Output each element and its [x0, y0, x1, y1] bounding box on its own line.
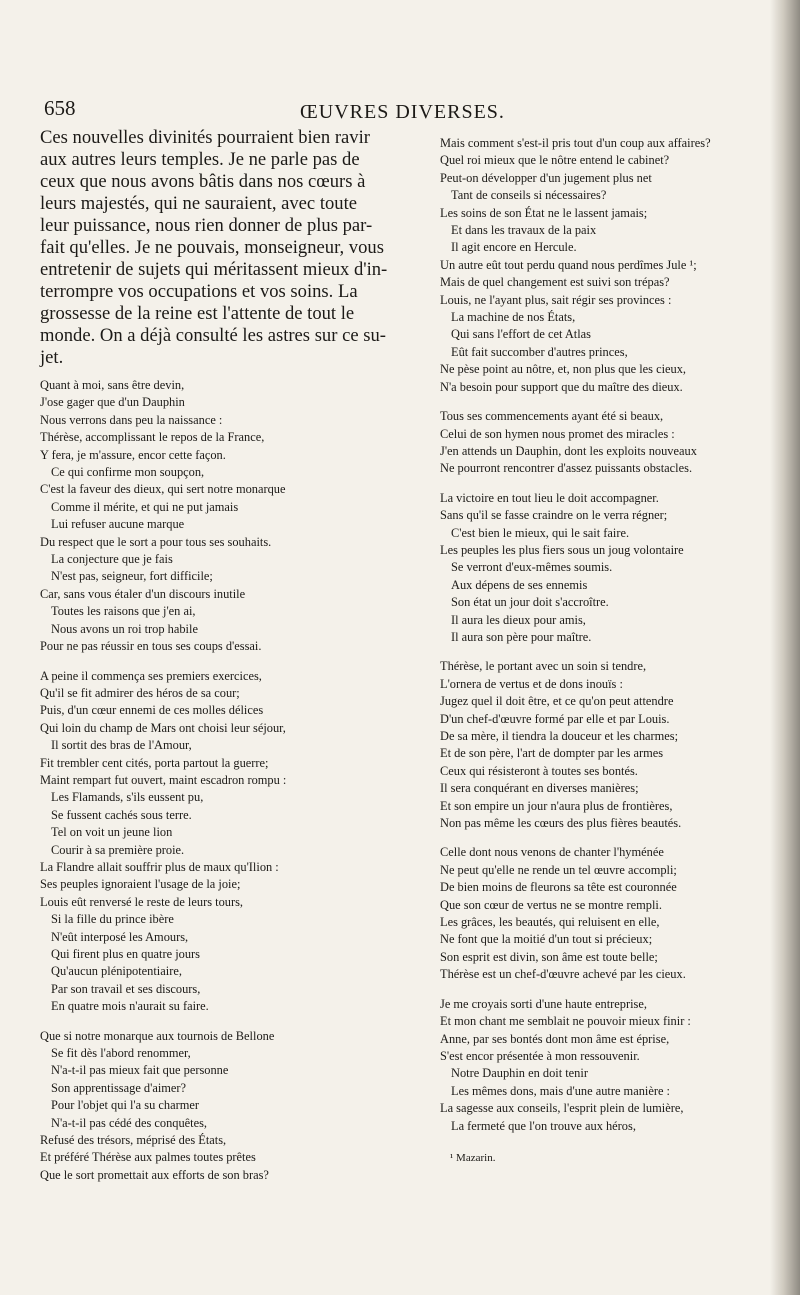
verse-line: Tant de conseils si nécessaires? — [451, 188, 607, 203]
verse-line: Jugez quel il doit être, et ce qu'on peut attendre — [440, 694, 674, 709]
verse-line: J'ose gager que d'un Dauphin — [40, 395, 185, 410]
verse-line: Mais comment s'est-il pris tout d'un coup aux affaires? — [440, 136, 711, 150]
verse-line: Se fussent cachés sous terre. — [51, 807, 192, 822]
verse-line: La Flandre allait souffrir plus de maux qu'Ilion : — [40, 859, 279, 874]
verse-line: Que si notre monarque aux tournois de Bellone — [40, 1028, 275, 1043]
verse-line: Se fit dès l'abord renommer, — [51, 1046, 191, 1061]
verse-line: Louis eût renversé le reste de leurs tours, — [40, 894, 243, 909]
prose-line: Ces nouvelles divinités pourraient bien ravir — [40, 127, 370, 148]
footnote: ¹ Mazarin. — [450, 1151, 496, 1164]
verse-line: Fit trembler cent cités, porta partout la guerre; — [40, 755, 269, 770]
prose-line: jet. — [40, 347, 64, 368]
verse-line: Pour l'objet qui l'a su charmer — [51, 1098, 199, 1113]
stanza — [440, 490, 770, 647]
verse-line: Ne pourront rencontrer d'assez puissants obstacles. — [440, 461, 693, 476]
verse-line: C'est la faveur des dieux, qui sert notre monarque — [40, 482, 286, 497]
verse-line: Il sortit des bras de l'Amour, — [51, 738, 192, 753]
verse-line: Si la fille du prince ibère — [51, 912, 174, 927]
verse-line: Nous avons un roi trop habile — [51, 621, 198, 636]
verse-line: Qu'aucun plénipotentiaire, — [51, 964, 182, 979]
verse-line: Qui loin du champ de Mars ont choisi leur séjour, — [40, 720, 286, 735]
prose-line: leur puissance, nous rien donner de plus par- — [40, 215, 373, 236]
verse-line: Par son travail et ses discours, — [51, 981, 201, 996]
verse-line: Tous ses commencements ayant été si beaux, — [440, 409, 664, 424]
prose-line: terrompre vos occupations et vos soins. La — [40, 281, 358, 302]
verse-line: Se verront d'eux-mêmes soumis. — [451, 560, 613, 575]
verse-line: Un autre eût tout perdu quand nous perdîmes Jule ¹; — [440, 257, 697, 272]
verse-line: Aux dépens de ses ennemis — [451, 577, 588, 592]
verse-line: Il aura son père pour maître. — [451, 629, 592, 644]
verse-line: N'a-t-il pas cédé des conquêtes, — [51, 1115, 208, 1130]
verse-line: Et mon chant me semblait ne pouvoir mieux finir : — [440, 1014, 691, 1029]
prose-line: leurs majestés, qui ne sauraient, avec toute — [40, 193, 358, 214]
verse-line: Quel roi mieux que le nôtre entend le cabinet? — [440, 153, 670, 168]
verse-line: Et son empire un jour n'aura plus de frontières, — [440, 798, 673, 813]
verse-line: Ce qui confirme mon soupçon, — [51, 465, 205, 480]
verse-line: Ne peut qu'elle ne rende un tel œuvre accompli; — [440, 862, 677, 877]
verse-line: Comme il mérite, et qui ne put jamais — [51, 499, 239, 514]
verse-line: Son état un jour doit s'accroître. — [451, 595, 609, 610]
verse-line: Toutes les raisons que j'en ai, — [51, 604, 196, 619]
stanza — [440, 996, 770, 1135]
verse-line: Maint rempart fut ouvert, maint escadron rompu : — [40, 772, 287, 787]
verse-line: La fermeté que l'on trouve aux héros, — [451, 1118, 636, 1133]
verse-line: Celle dont nous venons de chanter l'hyménée — [440, 845, 664, 860]
verse-line: La sagesse aux conseils, l'esprit plein de lumière, — [440, 1101, 684, 1116]
verse-line: Et de son père, l'art de dompter par les armes — [440, 746, 664, 761]
stanza — [40, 1028, 422, 1185]
verse-line: Les mêmes dons, mais d'une autre manière : — [451, 1083, 671, 1098]
verse-line: Et préféré Thérèse aux palmes toutes prêtes — [40, 1150, 256, 1165]
prose-line: entretenir de sujets qui méritassent mieux d'in- — [40, 259, 388, 280]
verse-line: Je me croyais sorti d'une haute entreprise, — [440, 996, 647, 1011]
stanza — [440, 135, 770, 396]
verse-line: Son apprentissage d'aimer? — [51, 1080, 187, 1095]
verse-line: Anne, par ses bontés dont mon âme est éprise, — [440, 1031, 670, 1046]
verse-line: N'est pas, seigneur, fort difficile; — [51, 569, 213, 584]
verse-line: Les grâces, les beautés, qui reluisent en elle, — [440, 915, 660, 930]
verse-line: Il aura les dieux pour amis, — [451, 612, 586, 627]
running-title: ŒUVRES DIVERSES. — [300, 101, 505, 123]
verse-line: Refusé des trésors, méprisé des États, — [40, 1133, 227, 1148]
verse-line: Courir à sa première proie. — [51, 842, 185, 857]
left-verse — [40, 369, 422, 1184]
verse-line: N'a besoin pour support que du maître des dieux. — [440, 379, 683, 394]
verse-line: De bien moins de fleurons sa tête est couronnée — [440, 880, 677, 895]
stanza — [440, 658, 770, 832]
verse-line: Tel on voit un jeune lion — [51, 825, 173, 840]
verse-line: Eût fait succomber d'autres princes, — [451, 344, 628, 359]
verse-line: Peut-on développer d'un jugement plus net — [440, 170, 652, 185]
verse-line: D'un chef-d'œuvre formé par elle et par Louis. — [440, 711, 670, 726]
prose-paragraph — [40, 127, 422, 369]
verse-line: Il sera conquérant en diverses manières; — [440, 781, 639, 796]
verse-line: Ne font que la moitié d'un tout si précieux; — [440, 932, 653, 947]
verse-line: En quatre mois n'aurait su faire. — [51, 999, 209, 1014]
verse-line: Notre Dauphin en doit tenir — [451, 1066, 588, 1081]
verse-line: Car, sans vous étaler d'un discours inutile — [40, 586, 246, 601]
verse-line: La machine de nos États, — [451, 310, 576, 325]
verse-line: Que le sort promettait aux efforts de son bras? — [40, 1167, 269, 1182]
verse-line: Thérèse, accomplissant le repos de la France, — [40, 430, 265, 445]
verse-line: Pour ne pas réussir en tous ses coups d'essai. — [40, 639, 262, 654]
verse-line: Sans qu'il se fasse craindre on le verra régner; — [440, 508, 668, 523]
prose-line: fait qu'elles. Je ne pouvais, monseigneur, vous — [40, 237, 384, 258]
verse-line: Celui de son hymen nous promet des miracles : — [440, 426, 675, 441]
right-column — [440, 127, 770, 1165]
verse-line: Qui sans l'effort de cet Atlas — [451, 327, 591, 342]
verse-line: Y fera, je m'assure, encor cette façon. — [40, 447, 226, 462]
verse-line: Thérèse est un chef-d'œuvre achevé par les cieux. — [440, 967, 686, 982]
verse-line: Louis, ne l'ayant plus, sait régir ses provinces : — [440, 292, 672, 307]
verse-line: De sa mère, il tiendra la douceur et les charmes; — [440, 729, 679, 743]
verse-line: Qui firent plus en quatre jours — [51, 947, 200, 961]
verse-line: A peine il commença ses premiers exercices, — [40, 668, 262, 683]
verse-line: N'eût interposé les Amours, — [51, 929, 189, 944]
verse-line: Lui refuser aucune marque — [51, 517, 185, 532]
verse-line: Mais de quel changement est suivi son trépas? — [440, 275, 670, 290]
page-edge-shadow — [770, 0, 800, 1295]
verse-line: Les Flamands, s'ils eussent pu, — [51, 790, 204, 805]
verse-line: Quant à moi, sans être devin, — [40, 378, 185, 392]
verse-line: Thérèse, le portant avec un soin si tendre, — [440, 659, 647, 674]
prose-line: ceux que nous avons bâtis dans nos cœurs à — [40, 171, 366, 192]
verse-line: La victoire en tout lieu le doit accompagner. — [440, 490, 659, 505]
verse-line: S'est encor présentée à mon ressouvenir. — [440, 1048, 640, 1063]
verse-line: C'est bien le mieux, qui le sait faire. — [451, 525, 630, 540]
verse-line: L'ornera de vertus et de dons inouïs : — [440, 676, 623, 691]
right-verse — [440, 127, 770, 1135]
verse-line: J'en attends un Dauphin, dont les exploits nouveaux — [440, 443, 697, 458]
verse-line: Que son cœur de vertus ne se montre rempli. — [440, 897, 662, 912]
verse-line: Et dans les travaux de la paix — [451, 223, 597, 238]
prose-line: aux autres leurs temples. Je ne parle pas de — [40, 149, 360, 170]
verse-line: Ceux qui résisteront à toutes ses bontés. — [440, 763, 638, 778]
verse-line: N'a-t-il pas mieux fait que personne — [51, 1063, 229, 1078]
page-number: 658 — [44, 96, 76, 120]
verse-line: Son esprit est divin, son âme est toute belle; — [440, 949, 658, 964]
verse-line: Puis, d'un cœur ennemi de ces molles délices — [40, 703, 264, 718]
verse-line: Non pas même les cœurs des plus fières beautés. — [440, 816, 682, 831]
prose-line: monde. On a déjà consulté les astres sur ce su- — [40, 325, 386, 346]
prose-line: grossesse de la reine est l'attente de tout le — [40, 303, 355, 324]
verse-line: La conjecture que je fais — [51, 552, 173, 567]
verse-line: Les soins de son État ne le lassent jamais; — [440, 205, 648, 220]
verse-line: Les peuples les plus fiers sous un joug volontaire — [440, 542, 684, 557]
verse-line: Ses peuples ignoraient l'usage de la joie; — [40, 877, 241, 892]
verse-line: Ne pèse point au nôtre, et, non plus que les cieux, — [440, 362, 687, 377]
stanza — [440, 408, 770, 478]
stanza — [40, 668, 422, 1016]
verse-line: Il agit encore en Hercule. — [451, 240, 577, 255]
stanza — [40, 377, 422, 656]
verse-line: Qu'il se fit admirer des héros de sa cour; — [40, 685, 240, 700]
verse-line: Du respect que le sort a pour tous ses souhaits. — [40, 534, 272, 549]
verse-line: Nous verrons dans peu la naissance : — [40, 412, 223, 427]
stanza — [440, 844, 770, 983]
left-column — [40, 127, 422, 1184]
